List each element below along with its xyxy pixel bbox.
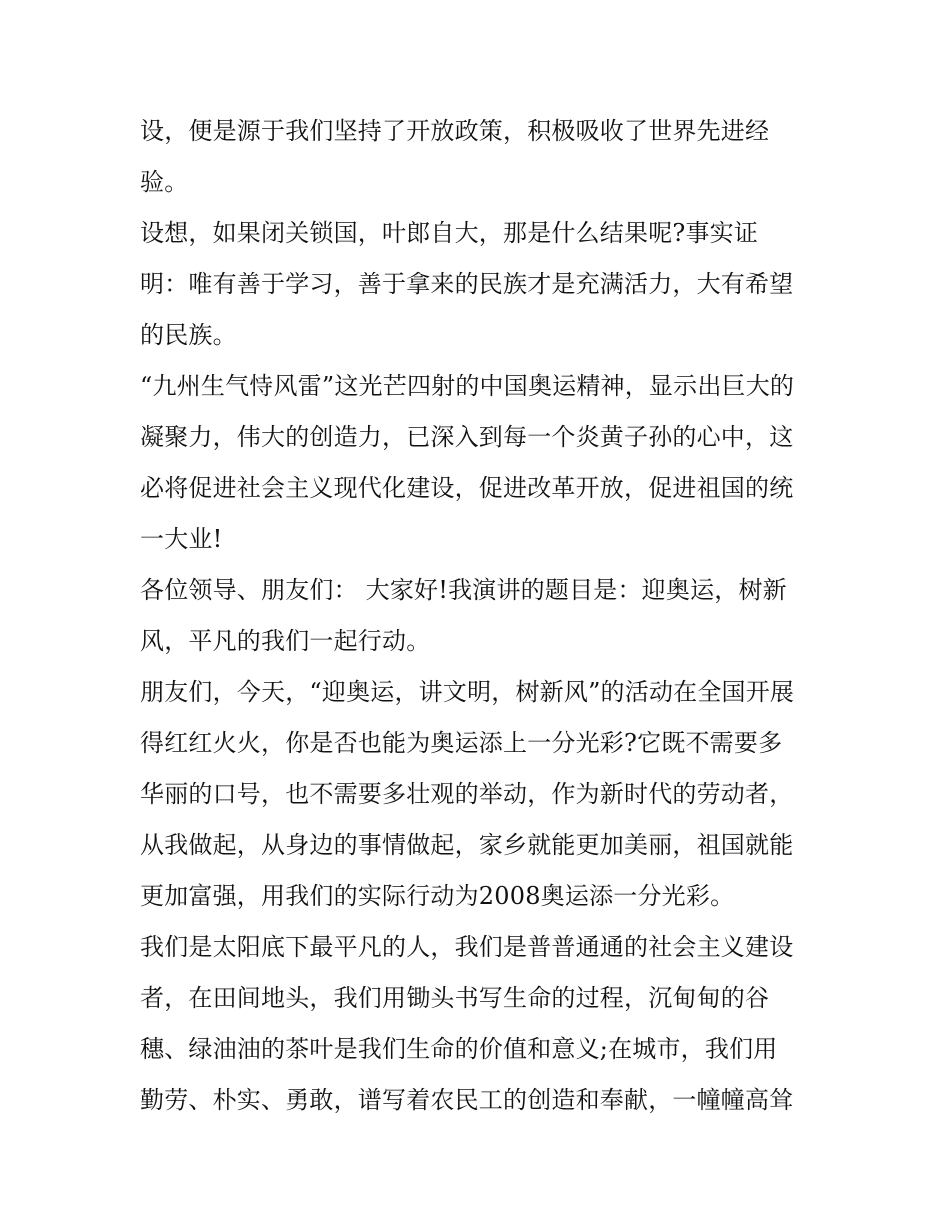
text-line: 的民族。 (140, 321, 237, 349)
text-line: 风，平凡的我们一起行动。 (140, 627, 431, 655)
text-line: 华丽的口号，也不需要多壮观的举动，作为新时代的劳动者， (140, 780, 794, 808)
text-line: 更加富强，用我们的实际行动为2008奥运添一分光彩。 (140, 882, 735, 910)
text-line: 必将促进社会主义现代化建设，促进改革开放，促进祖国的统 (140, 474, 794, 502)
text-line: 一大业! (140, 525, 223, 553)
text-line: 得红红火火，你是否也能为奥运添上一分光彩?它既不需要多 (140, 729, 783, 757)
text-line: 设，便是源于我们坚持了开放政策，积极吸收了世界先进经 (140, 117, 770, 145)
text-line: “九州生气恃风雷”这光芒四射的中国奥运精神，显示出巨大的 (140, 372, 795, 400)
text-line: 从我做起，从身边的事情做起，家乡就能更加美丽，祖国就能 (140, 831, 794, 859)
text-line: 设想，如果闭关锁国，叶郎自大，那是什么结果呢?事实证 (140, 219, 759, 247)
text-line: 各位领导、朋友们： 大家好!我演讲的题目是：迎奥运，树新 (140, 576, 787, 604)
text-line: 者，在田间地头，我们用锄头书写生命的过程，沉甸甸的谷 (140, 984, 770, 1012)
document-body (140, 106, 820, 1126)
text-line: 穗、绿油油的茶叶是我们生命的价值和意义;在城市，我们用 (140, 1035, 778, 1063)
text-line: 验。 (140, 168, 189, 196)
text-line: 朋友们，今天，“迎奥运，讲文明，树新风”的活动在全国开展 (140, 678, 795, 706)
text-line: 明：唯有善于学习，善于拿来的民族才是充满活力，大有希望 (140, 270, 794, 298)
text-line: 我们是太阳底下最平凡的人，我们是普普通通的社会主义建设 (140, 933, 794, 961)
text-line: 凝聚力，伟大的创造力，已深入到每一个炎黄子孙的心中，这 (140, 423, 794, 451)
text-line: 勤劳、朴实、勇敢，谱写着农民工的创造和奉献，一幢幢高耸 (140, 1086, 794, 1114)
